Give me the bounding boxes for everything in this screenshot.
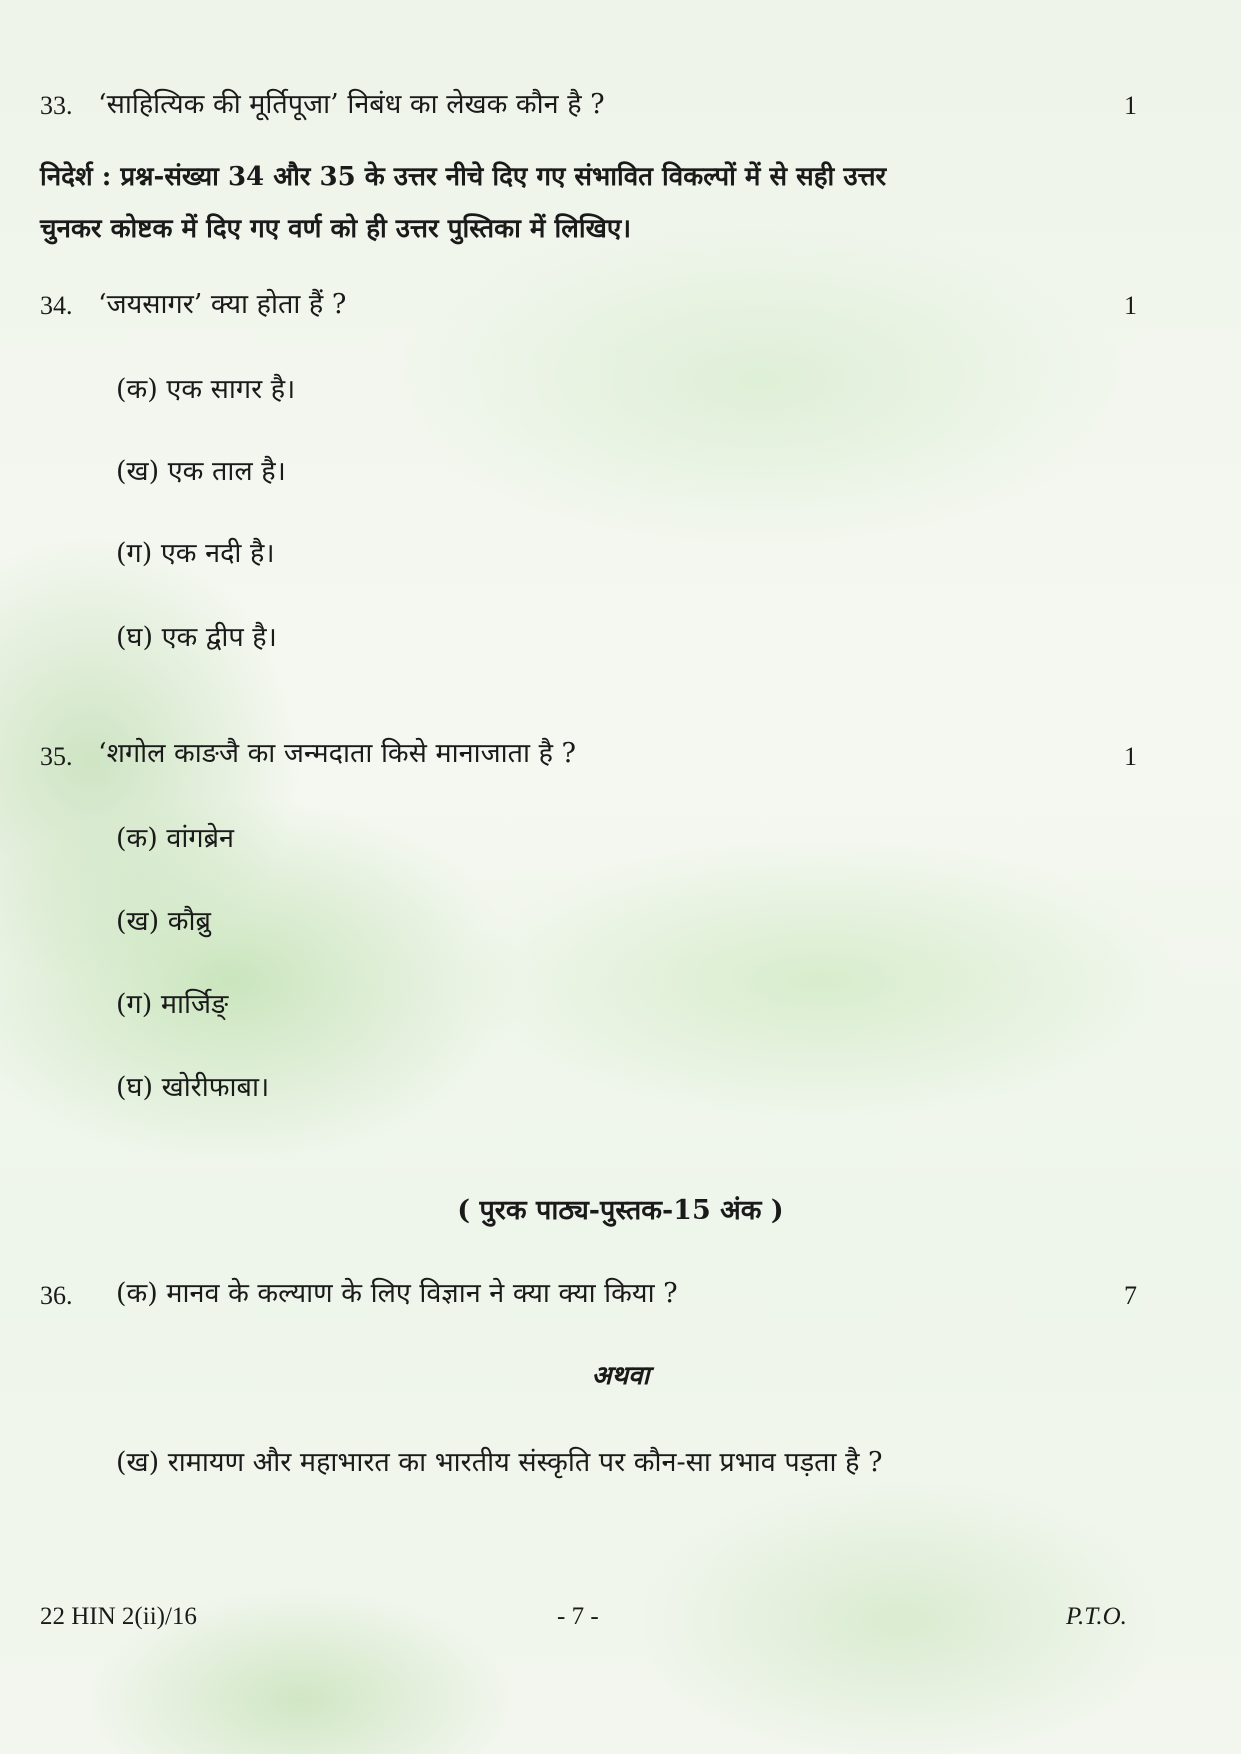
- q35-option-kha: (ख) कौब्रु: [116, 906, 211, 937]
- q33-text: ‘साहित्यिक की मूर्तिपूजा’ निबंध का लेखक कौन है ?: [98, 89, 605, 120]
- q34-option-ka: (क) एक सागर है।: [116, 374, 296, 405]
- q35-text: ‘शगोल काङजै का जन्मदाता किसे मानाजाता है ?: [98, 738, 577, 769]
- q35-option-gha: (घ) खोरीफाबा।: [116, 1072, 270, 1103]
- instruction-line-2: चुनकर कोष्टक में दिए गए वर्ण को ही उत्तर पुस्तिका में लिखिए।: [40, 214, 632, 244]
- q35-option-ga: (ग) मार्जिङ्: [116, 989, 229, 1020]
- footer-paper-code: 22 HIN 2(ii)/16: [40, 1603, 197, 1630]
- section-heading: ( पुरक पाठ्य-पुस्तक-15 अंक ): [457, 1195, 784, 1226]
- q36-part-a: (क) मानव के कल्याण के लिए विज्ञान ने क्या क्या किया ?: [116, 1278, 678, 1309]
- q36-number: 36.: [40, 1281, 73, 1310]
- q35-option-ka: (क) वांगब्रेन: [116, 823, 234, 854]
- q34-marks: 1: [1124, 291, 1137, 320]
- or-label: अथवा: [591, 1361, 650, 1391]
- q33-number: 33.: [40, 91, 73, 120]
- q35-number: 35.: [40, 742, 73, 771]
- footer-page-number: - 7 -: [557, 1603, 599, 1630]
- q34-text: ‘जयसागर’ क्या होता हैं ?: [98, 289, 347, 320]
- q34-option-gha: (घ) एक द्वीप है।: [116, 622, 277, 653]
- q34-option-ga: (ग) एक नदी है।: [116, 538, 275, 569]
- instruction-line-1: निदेर्श : प्रश्न-संख्या 34 और 35 के उत्तर नीचे दिए गए संभावित विकल्पों में से सही उत्तर: [40, 162, 887, 192]
- q34-option-kha: (ख) एक ताल है।: [116, 456, 286, 487]
- q36-marks: 7: [1124, 1281, 1137, 1310]
- q36-part-b: (ख) रामायण और महाभारत का भारतीय संस्कृति पर कौन-सा प्रभाव पड़ता है ?: [116, 1447, 883, 1478]
- footer-pto: P.T.O.: [1066, 1603, 1127, 1630]
- q33-marks: 1: [1124, 91, 1137, 120]
- q35-marks: 1: [1124, 742, 1137, 771]
- q34-number: 34.: [40, 291, 73, 320]
